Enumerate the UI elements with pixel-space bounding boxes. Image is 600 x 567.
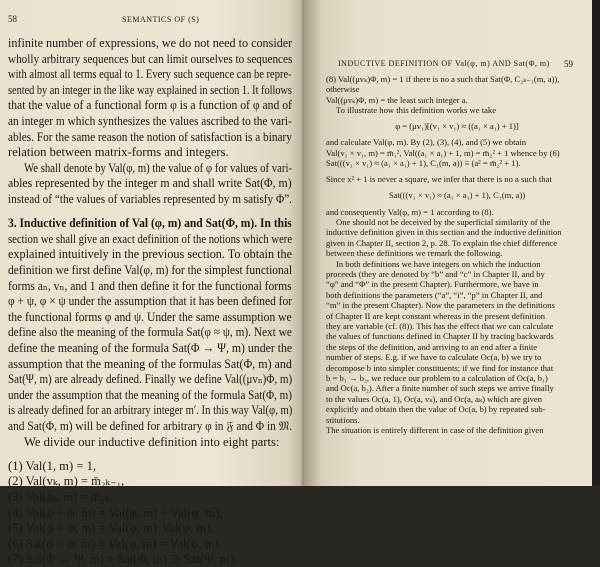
left_page-line: 3. Inductive definition of Val (φ, m) and Sat(Φ, m). In this xyxy=(8,216,292,231)
right_page-line: Sat(((v₁ × v₁) ≈ (a₁ × a₁) + 1), C₁(m, a)) ≡ (a² = m̄₂² + 1). xyxy=(326,158,521,169)
right-page xyxy=(304,0,596,486)
right_page-line: otherwise xyxy=(326,84,360,95)
right_page-line: Since x² + 1 is never a square, we infer that there is no a such that xyxy=(326,174,552,185)
right_page-line: stitutions. xyxy=(326,414,360,425)
left_page-line: section we shall give an exact definition of the notions which were xyxy=(8,231,293,246)
left_page-line: an integer m which synthesizes the values ascribed to the vari- xyxy=(8,114,292,128)
left_page-line: (6) Sat(φ ≈ ψ, m) ≡ Val(φ, m) = Val(ψ, m), xyxy=(8,536,222,551)
left_page-line: Sat(Ψ, m) are already defined. Finally we define Val((μvₙ)Φ, m) xyxy=(8,372,293,387)
page-edge-shadow xyxy=(592,0,600,486)
left_page-line: define also the meaning of the formula Sat(φ ≈ ψ, m). Next we xyxy=(8,325,292,340)
left_page-line: ables represented by the integer m and shall write Sat(Φ, m) xyxy=(8,176,292,191)
left_page-line: wholly arbitrary sequences but can limit ourselves to sequences xyxy=(8,51,293,66)
left_page-line: infinite number of expressions, we do not need to consider xyxy=(8,36,293,50)
left_page-line: that the value of a functional form φ is a function of φ and of xyxy=(8,98,292,113)
left_page-line: and Sat(Φ, m) will be defined for arbitrary φ in 𝔉 and Φ in 𝔐. xyxy=(8,418,293,433)
left_page-line: (5) Val(φ × ψ, m) = Val(φ, m)·Val(ψ, m), xyxy=(8,521,214,536)
right_page-line: the steps of the definition, and arriving to an end after a finite xyxy=(326,341,538,352)
right_page-line: Val(v₁ × v₁, m) = m̄₁², Val((a₁ × a₁) + 1, m) = m̄₂² + 1 whence by (6) xyxy=(326,147,560,158)
right_page-line: φ = (μv₁)[(v₁ × v₁) ≈ ((a₁ × a₁) + 1)] xyxy=(395,121,519,132)
left_page-line: We divide our inductive definition into eight parts: xyxy=(24,434,280,449)
right_page-line: and Oc(a, b₂). After a finite number of such steps we arrive finally xyxy=(326,383,554,394)
right_page-line: In both definitions we have integers on which the induction xyxy=(336,258,541,269)
right_page-line: given in Chapter II, section 2, p. 28. To explain the chief difference xyxy=(326,237,558,248)
right_page-line: of Chapter II are kept constant whereas in the present definition xyxy=(326,310,546,321)
right_page-line: number of steps. E.g. if we have to calculate Oc(a, b) we try to xyxy=(326,352,542,363)
left_page-line: assumption that the meaning of the formulas Sat(Φ, m) and xyxy=(8,356,292,371)
left_page-line: under the assumption that the meaning of the formula Sat(Φ, m) xyxy=(8,387,292,402)
left_page-line: is already defined for an arbitrary integer m′. In this way Val(φ, m) xyxy=(8,403,293,418)
right_page-line: (8) Val((μvₖ)Φ, m) = 1 if there is no a such that Sat(Φ, C₂ₖ₋₁(m, a)), xyxy=(326,74,560,84)
left-running-head: SEMANTICS OF (S) xyxy=(122,15,200,24)
right-page-number: 59 xyxy=(564,59,573,69)
right_page-line: One should not be deceived by the superficial similarity of the xyxy=(336,217,551,227)
right_page-line: proceeds (they are denoted by “b” and “c” in Chapter II, and by xyxy=(326,269,545,279)
right_page-line: b = b₁ → b₂, we reduce our problem to a calculation of Oc(a, b₁) xyxy=(326,373,548,383)
right_page-line: To illustrate how this definition works we take xyxy=(336,105,497,116)
left_page-line: (1) Val(1, m) = 1, xyxy=(8,458,97,473)
right_page-line: between these definitions we remark the following. xyxy=(326,248,503,259)
right_page-line: Val((μvₖ)Φ, m) = the least such integer a. xyxy=(326,94,468,105)
left_page-line: forms aₙ, vₙ, and 1 and then define it for the functional forms xyxy=(8,278,292,293)
left_page-line: definition we first define Val(φ, m) for the simplest functional xyxy=(8,262,293,277)
left_page-line: explained intuitively in the previous section. To obtain the xyxy=(8,247,293,262)
right_page-line: “φ” and “Φ” in the present Chapter). Furthermore, we have in xyxy=(326,279,539,290)
right-running-head: INDUCTIVE DEFINITION OF Val(φ, m) AND Sat(Φ, m) xyxy=(338,59,550,68)
left-page-number: 58 xyxy=(8,14,17,24)
left_page-line: (7) Sat(Φ → Ψ, m) ≡ Sat(Φ, m) ⊃ Sat(Ψ, m), xyxy=(8,552,237,567)
right_page-line: inductive definition given in this section and the inductive definition xyxy=(326,227,562,238)
right_page-line: The situation is entirely different in case of the definition given xyxy=(326,425,544,435)
right_page-line: “m” in the present Chapter). Now the parameters in the definitions xyxy=(326,300,555,311)
left_page-line: the functional forms φ and ψ. Under the same assumption we xyxy=(8,309,292,324)
left_page-line: φ + ψ, φ × ψ under the assumption that it has been defined for xyxy=(8,294,293,309)
right_page-line: the values of functions defined in Chapter II by tracing backwards xyxy=(326,331,554,342)
left_page-line: (3) Val(aₖ, m) = m̄₂ₖ, xyxy=(8,489,113,504)
right_page-line: and consequently Val(φ, m) = 1 according to (8). xyxy=(326,206,494,217)
left_page-line: instead of “the values of variables represented by m satisfy Φ”. xyxy=(8,192,292,206)
left_page-line: ables. For the same reason the notion of satisfaction is a binary xyxy=(8,129,292,144)
right_page-line: they are variable (cf. (8)). This has the effect that we can calculate xyxy=(326,321,554,331)
right_page-line: both definitions the parameters (“a”, “i”, “p” in Chapter II, and xyxy=(326,289,543,300)
left_page-line: with almost all terms equal to 1. Every such sequence can be repre- xyxy=(8,67,292,82)
right_page-line: decompose b into simpler constituents; if we find for instance that xyxy=(326,362,554,373)
left_page-line: relation between matrix-forms and integers. xyxy=(8,145,229,160)
right_page-line: explicitly and obtain then the value of Oc(a, b) by repeated sub- xyxy=(326,404,546,415)
left_page-line: (4) Val(φ + ψ, m) = Val(φ, m) + Val(ψ, m), xyxy=(8,505,223,520)
right_page-line: Sat(((v₁ × v₁) ≈ (a₁ × a₁) + 1), C₁(m, a)) xyxy=(388,190,526,201)
left_page-line: define the meaning of the formula Sat(Φ → Ψ, m) under the xyxy=(8,340,293,355)
left_page-line: sented by an integer in the like way explained in section 1. It follows xyxy=(8,82,292,97)
right_page-line: and calculate Val(φ, m). By (2), (3), (4), and (5) we obtain xyxy=(326,137,527,148)
right_page-line: to the values Oc(a, 1), Oc(a, vₖ), and Oc(a, aₖ) which are given xyxy=(326,393,543,404)
left_page-line: We shall denote by Val(φ, m) the value of φ for values of vari- xyxy=(24,160,293,175)
left_page-line: (2) Val(vₖ, m) = m̄₂ₖ₋₁, xyxy=(8,474,125,489)
